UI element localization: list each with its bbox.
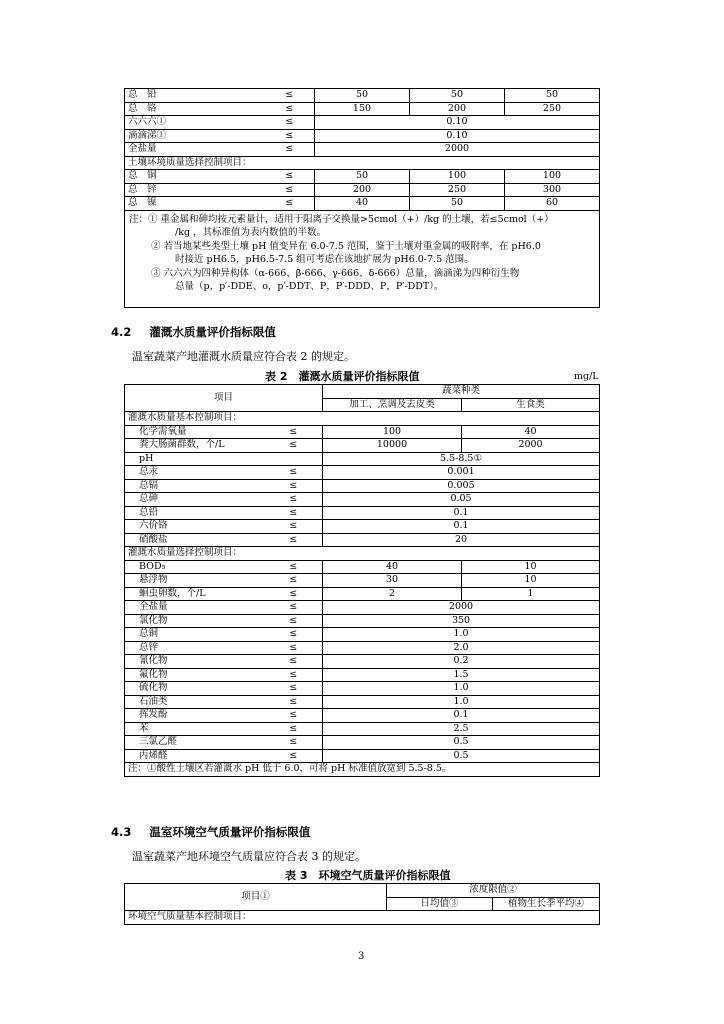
table-row: [125, 682, 600, 696]
table-row: [125, 452, 600, 466]
table-row: [125, 560, 600, 574]
limit-value: 100: [410, 170, 505, 184]
item-name: 丙烯醛: [125, 749, 265, 763]
limit-value: 50: [410, 197, 505, 211]
limit-value: 2.5: [323, 722, 600, 736]
item-name: 总砷: [125, 493, 265, 507]
note-line: 总量（p，p′-DDE、o，p′-DDT、P，P′-DDD、P，P′-DDT）。: [175, 281, 444, 292]
limit-value: 20: [323, 533, 600, 547]
limit-value: 2000: [462, 439, 600, 453]
comparison-symbol: ≤: [265, 466, 323, 480]
table-row: [125, 668, 600, 682]
limit-value: 10: [462, 574, 600, 588]
table-2-col1-header: 加工、烹调及去皮类: [323, 398, 462, 412]
item-name: 总 铬: [125, 102, 265, 116]
limit-value: 0.10: [315, 129, 600, 143]
item-name: 六价铬: [125, 520, 265, 534]
table-2-caption: 表 2 灌溉水质量评价指标限值: [265, 370, 420, 383]
table-row: [125, 601, 600, 615]
limit-value: 250: [505, 102, 600, 116]
table-row: [125, 722, 600, 736]
item-name: 硫化物: [125, 682, 265, 696]
table-row: [125, 587, 600, 601]
limit-value: 2.0: [323, 641, 600, 655]
table-row: [125, 116, 600, 130]
item-name: 总镉: [125, 479, 265, 493]
comparison-symbol: ≤: [265, 183, 315, 197]
section-title: 温室环境空气质量评价指标限值: [149, 825, 311, 839]
table-row: [125, 89, 600, 103]
comparison-symbol: ≤: [265, 116, 315, 130]
item-name: 氰化物: [125, 655, 265, 669]
limit-value: 2000: [315, 143, 600, 157]
table-3-col1-header: 日均值③: [387, 897, 493, 911]
table-row: [125, 170, 600, 184]
table-2-col2-header: 生食类: [462, 398, 600, 412]
limit-value: 0.5: [323, 749, 600, 763]
item-name: 总铅: [125, 506, 265, 520]
item-name: 硝酸盐: [125, 533, 265, 547]
comparison-symbol: ≤: [265, 614, 323, 628]
item-name: 苯: [125, 722, 265, 736]
comparison-symbol: ≤: [265, 102, 315, 116]
comparison-symbol: ≤: [265, 479, 323, 493]
limit-value: 0.2: [323, 655, 600, 669]
table-row: [125, 210, 600, 307]
item-name: 总 锌: [125, 183, 265, 197]
comparison-symbol: ≤: [265, 709, 323, 723]
comparison-symbol: ≤: [265, 722, 323, 736]
comparison-symbol: ≤: [265, 574, 323, 588]
table-row: [125, 439, 600, 453]
table-3-group-header: 浓度限值②: [387, 884, 600, 898]
limit-value: 250: [410, 183, 505, 197]
table-row: [125, 641, 600, 655]
comparison-symbol: ≤: [265, 655, 323, 669]
limit-value: 50: [315, 170, 410, 184]
limit-value: 1.0: [323, 695, 600, 709]
limit-value: 0.05: [323, 493, 600, 507]
table-row: [125, 763, 600, 777]
item-name: 全盐量: [125, 143, 265, 157]
comparison-symbol: ≤: [265, 506, 323, 520]
table-2-item-header: 项目: [125, 385, 323, 412]
section-row-header: 灌溉水质量基本控制项目：: [125, 412, 600, 426]
limit-value: 300: [505, 183, 600, 197]
comparison-symbol: ≤: [265, 628, 323, 642]
comparison-symbol: ≤: [265, 668, 323, 682]
note-line: 注：① 重金属和砷均按元素量计，适用于阳离子交换量>5cmol（+）/kg 的土壤，若≤5cmol（+）: [129, 213, 554, 225]
table-row: [125, 129, 600, 143]
table-row: [125, 183, 600, 197]
page-number: 3: [358, 951, 365, 962]
table-row: [125, 466, 600, 480]
comparison-symbol: ≤: [265, 89, 315, 103]
item-name: 粪大肠菌群数，个/L: [125, 439, 265, 453]
item-name: BOD₅: [125, 560, 265, 574]
comparison-symbol: ≤: [265, 425, 323, 439]
comparison-symbol: ≤: [265, 493, 323, 507]
limit-value: 40: [462, 425, 600, 439]
limit-value: 40: [315, 197, 410, 211]
limit-value: 1: [462, 587, 600, 601]
item-name: 总汞: [125, 466, 265, 480]
comparison-symbol: ≤: [265, 520, 323, 534]
limit-value: 200: [410, 102, 505, 116]
section-row-header: 灌溉水质量选择控制项目：: [125, 547, 600, 561]
item-name: 石油类: [125, 695, 265, 709]
item-name: pH: [125, 452, 265, 466]
limit-value: 10: [462, 560, 600, 574]
paragraph-4-3: 温室蔬菜产地环境空气质量应符合表 3 的规定。: [132, 850, 366, 863]
table-row: [125, 749, 600, 763]
comparison-symbol: ≤: [265, 129, 315, 143]
limit-value: 60: [505, 197, 600, 211]
limit-value: 0.001: [323, 466, 600, 480]
limit-value: 100: [323, 425, 462, 439]
table-row: [125, 412, 600, 426]
comparison-symbol: ≤: [265, 143, 315, 157]
item-name: 蛔虫卵数，个/L: [125, 587, 265, 601]
table-2-group-header: 蔬菜种类: [323, 385, 600, 399]
item-name: 氯化物: [125, 614, 265, 628]
table-row: [125, 506, 600, 520]
note-line: /kg ，其标准值为表内数值的半数。: [175, 227, 327, 238]
table-row: [125, 156, 600, 170]
comparison-symbol: ≤: [265, 641, 323, 655]
table-3-caption: 表 3 环境空气质量评价指标限值: [285, 869, 451, 882]
table-1-notes: [125, 210, 600, 307]
table-3-col2-header: 植物生长季平均④: [493, 897, 600, 911]
limit-value: 30: [323, 574, 462, 588]
item-name: 化学需氧量: [125, 425, 265, 439]
table-2-note: 注：①酸性土壤区若灌溉水 pH 低于 6.0，可将 pH 标准值放宽到 5.5-8.5。: [125, 763, 600, 777]
comparison-symbol: ≤: [265, 749, 323, 763]
table-row: [125, 493, 600, 507]
ambient-air-table: [124, 883, 600, 925]
item-name: 氟化物: [125, 668, 265, 682]
section-title: 灌溉水质量评价指标限值: [149, 325, 276, 339]
table-row: [125, 520, 600, 534]
comparison-symbol: ≤: [265, 736, 323, 750]
limit-value: 2: [323, 587, 462, 601]
item-name: 挥发酚: [125, 709, 265, 723]
limit-value: 0.5: [323, 736, 600, 750]
comparison-symbol: ≤: [265, 439, 323, 453]
item-name: 总 铜: [125, 170, 265, 184]
comparison-symbol: [265, 452, 323, 466]
limit-value: 100: [505, 170, 600, 184]
item-name: 滴滴涕①: [125, 129, 265, 143]
item-name: 六六六①: [125, 116, 265, 130]
item-name: 总 铅: [125, 89, 265, 103]
table-row: [125, 479, 600, 493]
table-3-basic-header: 环境空气质量基本控制项目：: [125, 911, 600, 925]
limit-value: 40: [323, 560, 462, 574]
limit-value: 2000: [323, 601, 600, 615]
soil-quality-table: [124, 88, 600, 308]
table-3-item-header: 项目①: [125, 884, 387, 911]
limit-value: 200: [315, 183, 410, 197]
item-name: 三氯乙醛: [125, 736, 265, 750]
limit-value: 1.0: [323, 682, 600, 696]
section-number: 4.2: [111, 325, 132, 339]
limit-value: 5.5-8.5①: [323, 452, 600, 466]
table-row: [125, 547, 600, 561]
item-name: 全盐量: [125, 601, 265, 615]
table-2-unit: mg/L: [574, 371, 599, 382]
limit-value: 350: [323, 614, 600, 628]
comparison-symbol: ≤: [265, 170, 315, 184]
item-name: 总锌: [125, 641, 265, 655]
item-name: 总铜: [125, 628, 265, 642]
section-row-header: 土壤环境质量选择控制项目：: [125, 156, 600, 170]
limit-value: 150: [315, 102, 410, 116]
limit-value: 50: [505, 89, 600, 103]
table-row: [125, 143, 600, 157]
section-4-3-heading: [111, 824, 310, 840]
table-row: [125, 614, 600, 628]
limit-value: 1.0: [323, 628, 600, 642]
note-line: ③ 六六六为四种异构体（α-666、β-666、γ-666、δ-666）总量，滴滴涕为四种衍生物: [151, 267, 520, 279]
table-row: [125, 102, 600, 116]
item-name: 总 镍: [125, 197, 265, 211]
table-row: [125, 425, 600, 439]
table-row: [125, 695, 600, 709]
comparison-symbol: ≤: [265, 197, 315, 211]
limit-value: 10000: [323, 439, 462, 453]
irrigation-water-table: [124, 384, 600, 777]
comparison-symbol: ≤: [265, 560, 323, 574]
comparison-symbol: ≤: [265, 533, 323, 547]
table-row: [125, 628, 600, 642]
table-row: [125, 736, 600, 750]
limit-value: 0.1: [323, 506, 600, 520]
comparison-symbol: ≤: [265, 587, 323, 601]
table-row: [125, 709, 600, 723]
comparison-symbol: ≤: [265, 601, 323, 615]
item-name: 悬浮物: [125, 574, 265, 588]
limit-value: 0.1: [323, 520, 600, 534]
table-row: [125, 533, 600, 547]
limit-value: 0.1: [323, 709, 600, 723]
section-4-2-heading: [111, 324, 276, 340]
limit-value: 0.005: [323, 479, 600, 493]
limit-value: 1.5: [323, 668, 600, 682]
paragraph-4-2: 温室蔬菜产地灌溉水质量应符合表 2 的规定。: [132, 350, 355, 363]
note-line: ② 若当地某些类型土壤 pH 值变异在 6.0-7.5 范围，鉴于土壤对重金属的吸附率，在 pH6.0: [151, 240, 541, 252]
comparison-symbol: ≤: [265, 695, 323, 709]
table-row: [125, 574, 600, 588]
table-row: [125, 197, 600, 211]
limit-value: 50: [315, 89, 410, 103]
limit-value: 50: [410, 89, 505, 103]
section-number: 4.3: [111, 825, 132, 839]
comparison-symbol: ≤: [265, 682, 323, 696]
note-line: 时接近 pH6.5，pH6.5-7.5 组可考虑在该地扩展为 pH6.0-7.5 范围。: [175, 254, 474, 265]
table-row: [125, 655, 600, 669]
limit-value: 0.10: [315, 116, 600, 130]
